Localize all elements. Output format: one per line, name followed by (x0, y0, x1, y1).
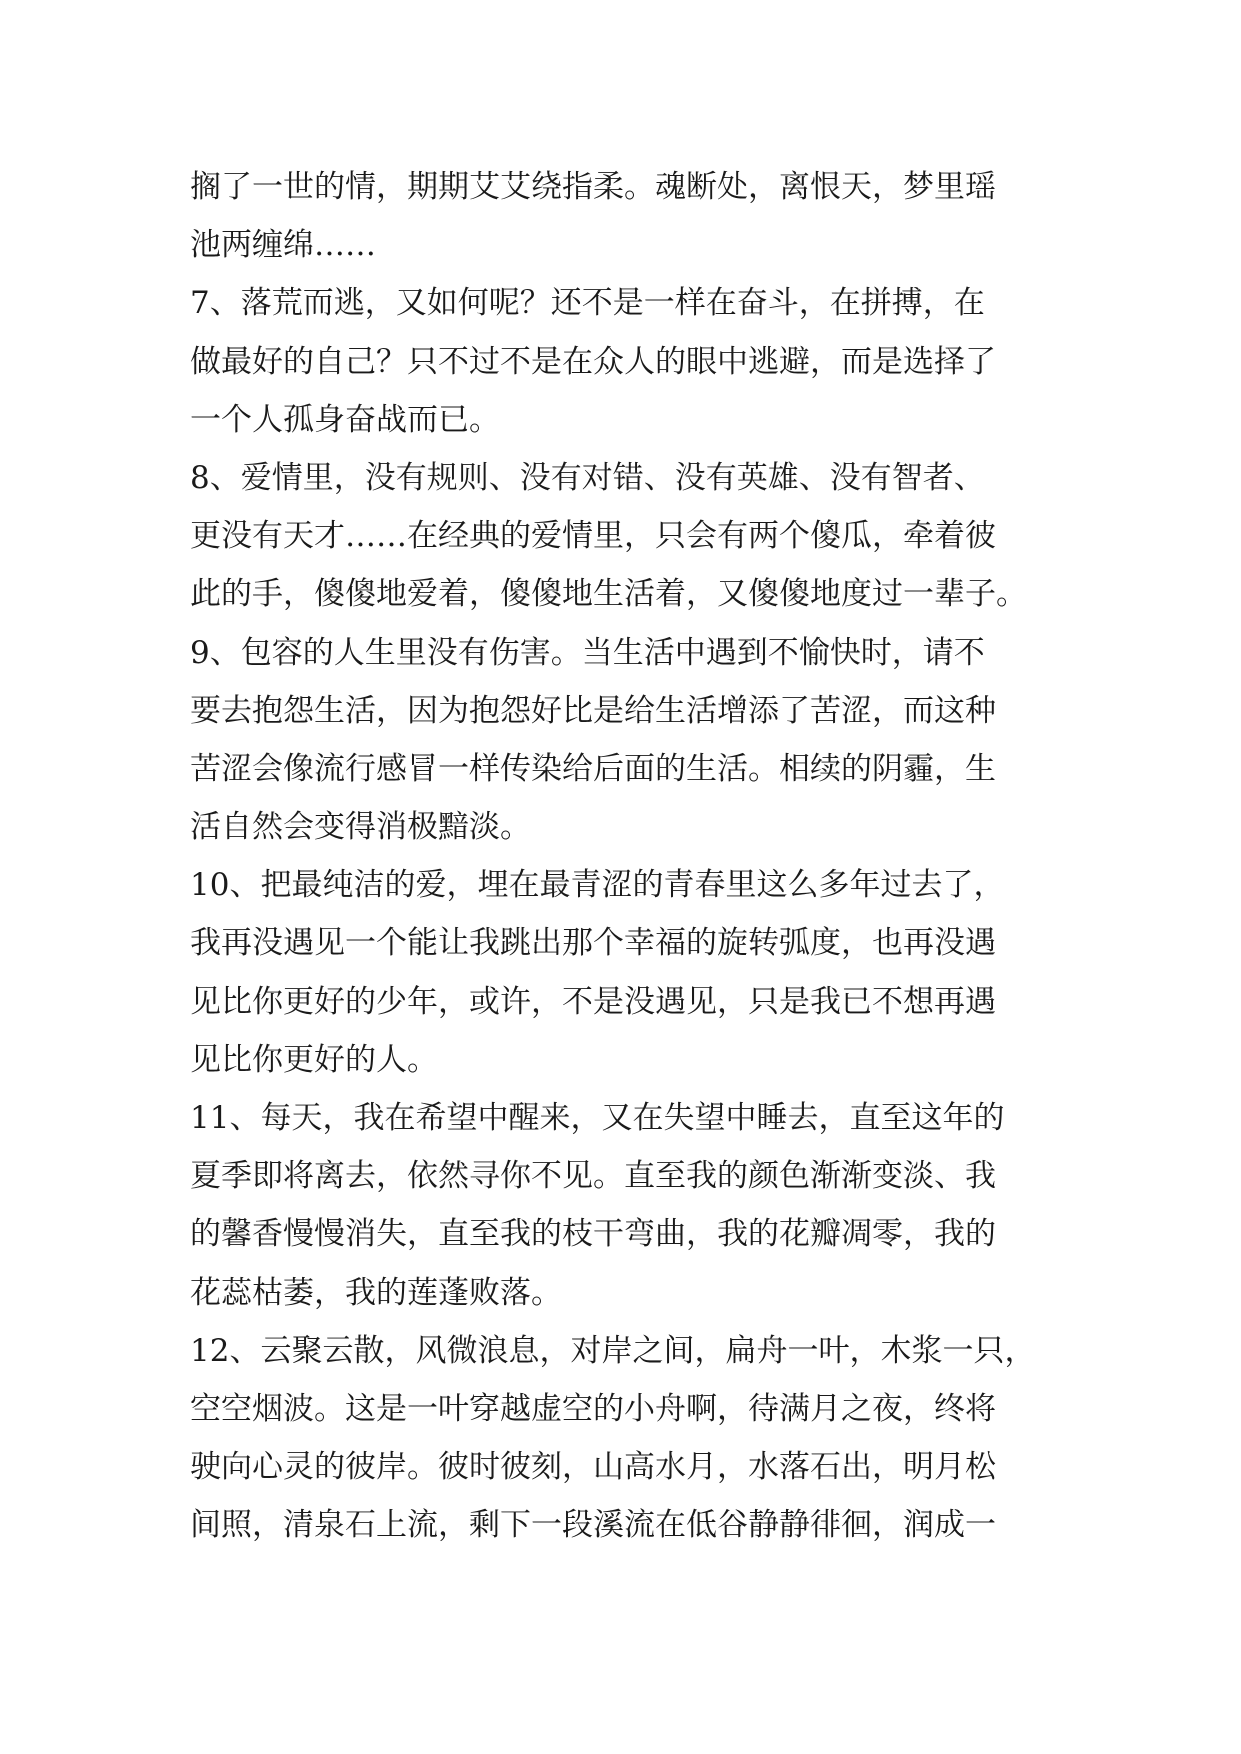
text-line: 7、落荒而逃，又如何呢？还不是一样在奋斗，在拼搏，在 (190, 285, 985, 322)
text-line: 10、把最纯洁的爱，埋在最青涩的青春里这么多年过去了， (190, 867, 1005, 904)
text-line: 活自然会变得消极黯淡。 (190, 809, 531, 846)
text-line: 9、包容的人生里没有伤害。当生活中遇到不愉快时，请不 (190, 634, 985, 671)
text-line: 12、云聚云散，风微浪息，对岸之间，扁舟一叶，木浆一只， (190, 1332, 1036, 1369)
text-line: 此的手，傻傻地爱着，傻傻地生活着，又傻傻地度过一辈子。 (190, 576, 1027, 613)
text-line: 11、每天，我在希望中醒来，又在失望中睡去，直至这年的 (190, 1100, 1005, 1136)
text-line: 的馨香慢慢消失，直至我的枝干弯曲，我的花瓣凋零，我的 (190, 1216, 996, 1253)
text-line: 做最好的自己？只不过不是在众人的眼中逃避，而是选择了 (190, 343, 996, 380)
body-text (190, 158, 1070, 1555)
text-line: 池两缠绵…… (190, 227, 376, 264)
text-line: 苦涩会像流行感冒一样传染给后面的生活。相续的阴霾，生 (190, 750, 996, 787)
text-line: 空空烟波。这是一叶穿越虚空的小舟啊，待满月之夜，终将 (190, 1390, 996, 1427)
text-line: 8、爱情里，没有规则、没有对错、没有英雄、没有智者、 (190, 459, 985, 496)
text-line: 一个人孤身奋战而已。 (190, 401, 500, 438)
text-line: 搁了一世的情，期期艾艾绕指柔。魂断处，离恨天，梦里瑶 (190, 169, 996, 205)
text-line: 我再没遇见一个能让我跳出那个幸福的旋转弧度，也再没遇 (190, 925, 996, 962)
text-line: 夏季即将离去，依然寻你不见。直至我的颜色渐渐变淡、我 (190, 1158, 996, 1195)
text-line: 见比你更好的少年，或许，不是没遇见，只是我已不想再遇 (190, 983, 996, 1020)
text-line: 要去抱怨生活，因为抱怨好比是给生活增添了苦涩，而这种 (190, 692, 996, 729)
text-line: 驶向心灵的彼岸。彼时彼刻，山高水月，水落石出，明月松 (190, 1449, 996, 1486)
text-line: 花蕊枯萎，我的莲蓬败落。 (190, 1274, 562, 1311)
text-line: 更没有天才……在经典的爱情里，只会有两个傻瓜，牵着彼 (190, 518, 996, 555)
text-line: 间照，清泉石上流，剩下一段溪流在低谷静静徘徊，润成一 (190, 1507, 996, 1544)
text-line: 见比你更好的人。 (190, 1041, 438, 1078)
